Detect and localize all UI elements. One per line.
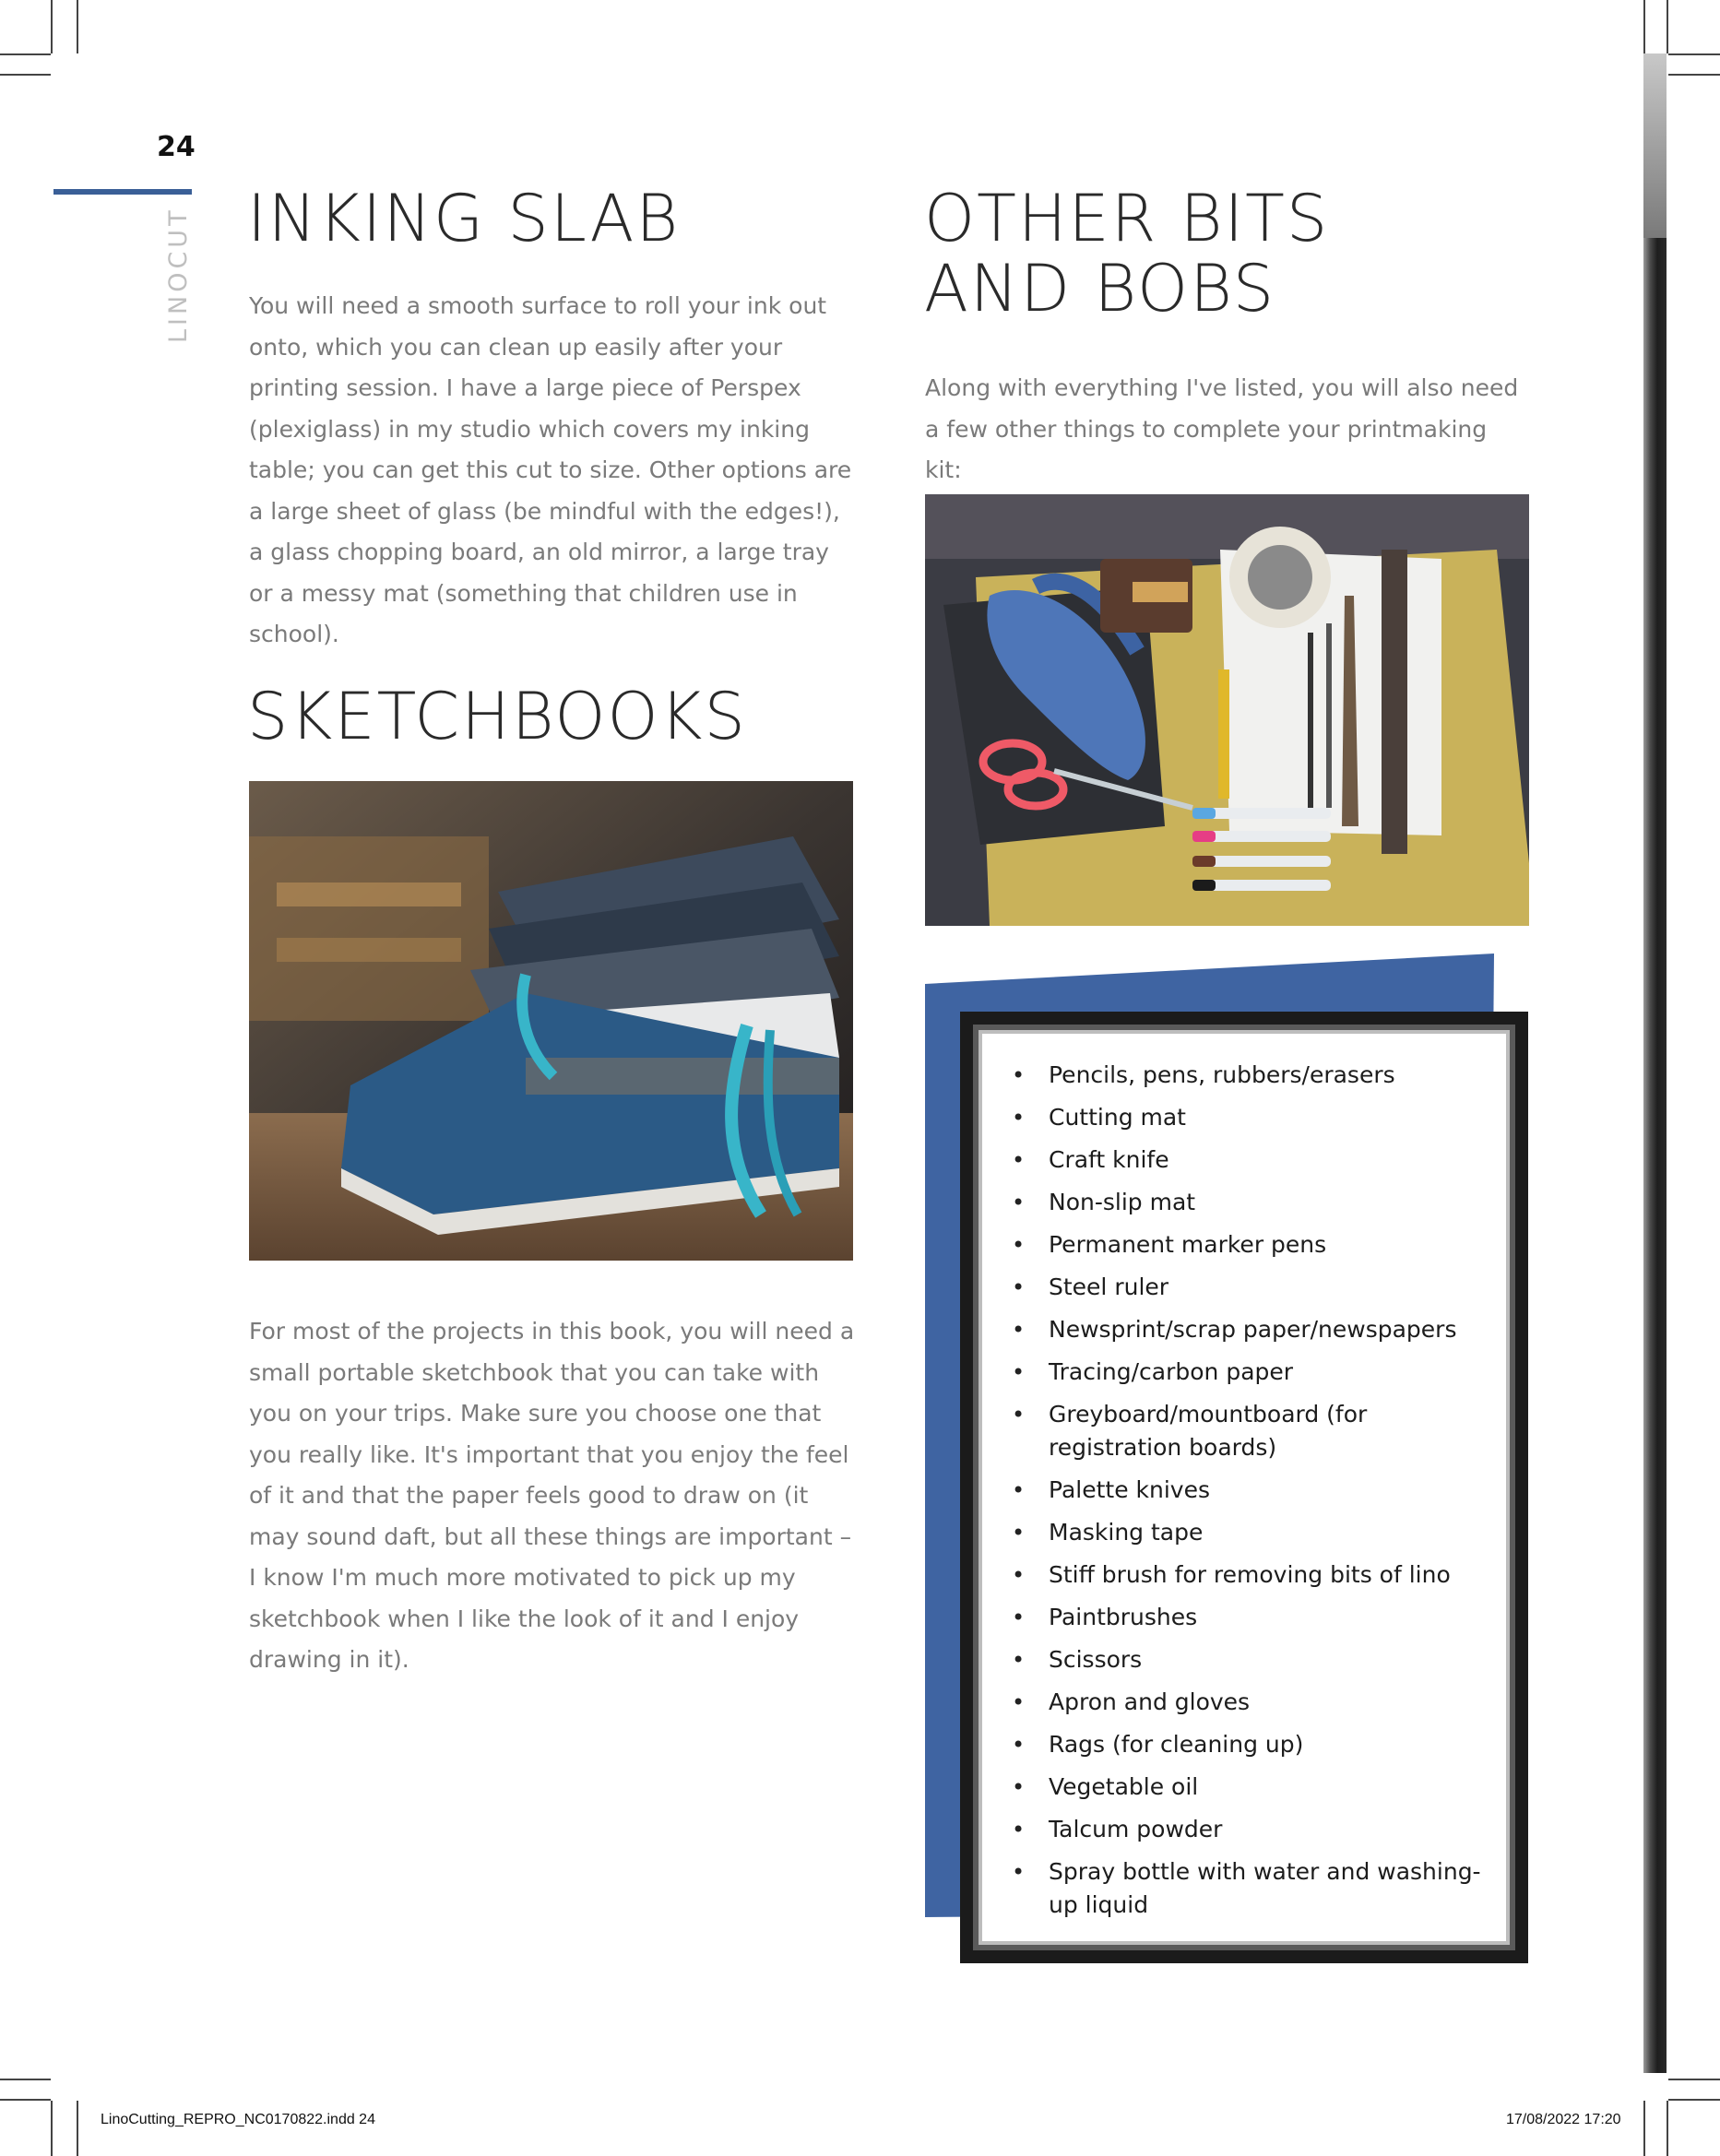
list-item [1012,1643,1501,1676]
bullet-icon: • [1012,1402,1026,1427]
list-item [1012,1516,1501,1549]
crop-mark [77,2101,78,2156]
list-item-text: Cutting mat [1049,1104,1186,1131]
crop-mark [1668,2099,1720,2101]
bullet-icon: • [1012,1562,1026,1588]
list-item [1012,1143,1501,1177]
list-item [1012,1771,1501,1804]
bullet-icon: • [1012,1605,1026,1630]
list-item [1012,1271,1501,1304]
bullet-icon: • [1012,1232,1026,1258]
bullet-icon: • [1012,1062,1026,1088]
list-item [1012,1855,1501,1922]
crop-mark [51,0,53,53]
list-item-text: Steel ruler [1049,1273,1169,1300]
bullet-icon: • [1012,1859,1026,1885]
list-item [1012,1601,1501,1634]
crop-mark [1667,0,1668,53]
list-item-text: Scissors [1049,1646,1143,1673]
list-item-text: Stiff brush for removing bits of lino [1049,1561,1451,1588]
list-item [1012,1356,1501,1389]
list-item-text: Greyboard/mountboard (for registration boards) [1049,1401,1368,1461]
crop-mark [1667,2101,1668,2156]
bullet-icon: • [1012,1190,1026,1215]
bullet-icon: • [1012,1647,1026,1673]
other-bits-heading-line1: OTHER BITS [924,181,1330,256]
list-item-text: Pencils, pens, rubbers/erasers [1049,1061,1395,1088]
list-item-text: Rags (for cleaning up) [1049,1731,1304,1758]
list-item-text: Non-slip mat [1049,1189,1196,1215]
sketchbooks-heading: SKETCHBOOKS [247,679,747,754]
list-item-text: Masking tape [1049,1519,1204,1546]
bullet-icon: • [1012,1817,1026,1842]
crop-mark [0,2079,51,2080]
footer-date: 17/08/2022 17:20 [1506,2112,1621,2127]
list-item-text: Vegetable oil [1049,1773,1199,1800]
footer-file-info: LinoCutting_REPRO_NC0170822.indd 24 [101,2112,375,2127]
list-item-text: Permanent marker pens [1049,1231,1327,1258]
list-item [1012,1398,1501,1464]
list-item [1012,1313,1501,1346]
list-item [1012,1813,1501,1846]
bullet-icon: • [1012,1732,1026,1758]
bullet-icon: • [1012,1774,1026,1800]
list-item [1012,1474,1501,1507]
crop-mark [0,53,51,55]
bullet-icon: • [1012,1274,1026,1300]
list-item-text: Apron and gloves [1049,1688,1251,1715]
page-number-rule [53,189,192,195]
crop-mark [51,2101,53,2156]
list-item-text: Paintbrushes [1049,1604,1198,1630]
materials-list [1012,1059,1501,1931]
list-item [1012,1228,1501,1262]
bullet-icon: • [1012,1477,1026,1503]
list-item [1012,1728,1501,1761]
crop-mark [0,2099,51,2101]
list-item [1012,1558,1501,1592]
inking-slab-body: You will need a smooth surface to roll your ink out onto, which you can clean up easily after your printing session. I have a large piece of Perspex (plexiglass) in my studio which covers my inking table; you can get this cut to size. Other options are a large sheet of glass (be mindful with the edges!), a glass chopping board, an old mirror, a large tray or a messy mat (something that children use in school). [249,292,852,647]
list-item-text: Tracing/carbon paper [1049,1358,1294,1385]
other-bits-intro: Along with everything I've listed, you will also need a few other things to complete your printmaking kit: [925,374,1519,483]
list-item [1012,1101,1501,1134]
bullet-icon: • [1012,1317,1026,1343]
sketchbooks-photo [249,781,853,1261]
crop-mark [1668,2079,1720,2080]
other-bits-heading-line2: AND BOBS [924,251,1276,326]
list-item-text: Newsprint/scrap paper/newspapers [1049,1316,1457,1343]
crop-mark [0,74,51,76]
sketchbooks-body: For most of the projects in this book, you will need a small portable sketchbook that you can take with you on your trips. Make sure you choose one that you really like. It's important that you enjoy the feel of it and that the paper feels good to draw on (it may sound daft, but all these things are important – I know I'm much more motivated to pick up my sketchbook when I like the look of it and I enjoy drawing in it). [249,1318,855,1673]
crop-mark [1643,2101,1645,2156]
list-item-text: Talcum powder [1049,1816,1223,1842]
bullet-icon: • [1012,1105,1026,1131]
printmaking-kit-photo [925,494,1529,926]
section-side-label: LINOCUT [164,207,193,343]
list-item-text: Craft knife [1049,1146,1169,1173]
crop-mark [1643,0,1645,53]
list-item-text: Spray bottle with water and washing-up liquid [1049,1858,1481,1918]
list-item [1012,1186,1501,1219]
inking-slab-heading: INKING SLAB [247,181,681,256]
bullet-icon: • [1012,1359,1026,1385]
crop-mark [1668,74,1720,76]
page-number: 24 [157,131,196,163]
bleed-strip [1643,53,1667,2073]
list-item [1012,1686,1501,1719]
list-item [1012,1059,1501,1092]
crop-mark [77,0,78,53]
bleed-strip-top [1643,53,1667,238]
crop-mark [1668,53,1720,55]
bullet-icon: • [1012,1147,1026,1173]
bullet-icon: • [1012,1689,1026,1715]
list-item-text: Palette knives [1049,1476,1210,1503]
bullet-icon: • [1012,1520,1026,1546]
